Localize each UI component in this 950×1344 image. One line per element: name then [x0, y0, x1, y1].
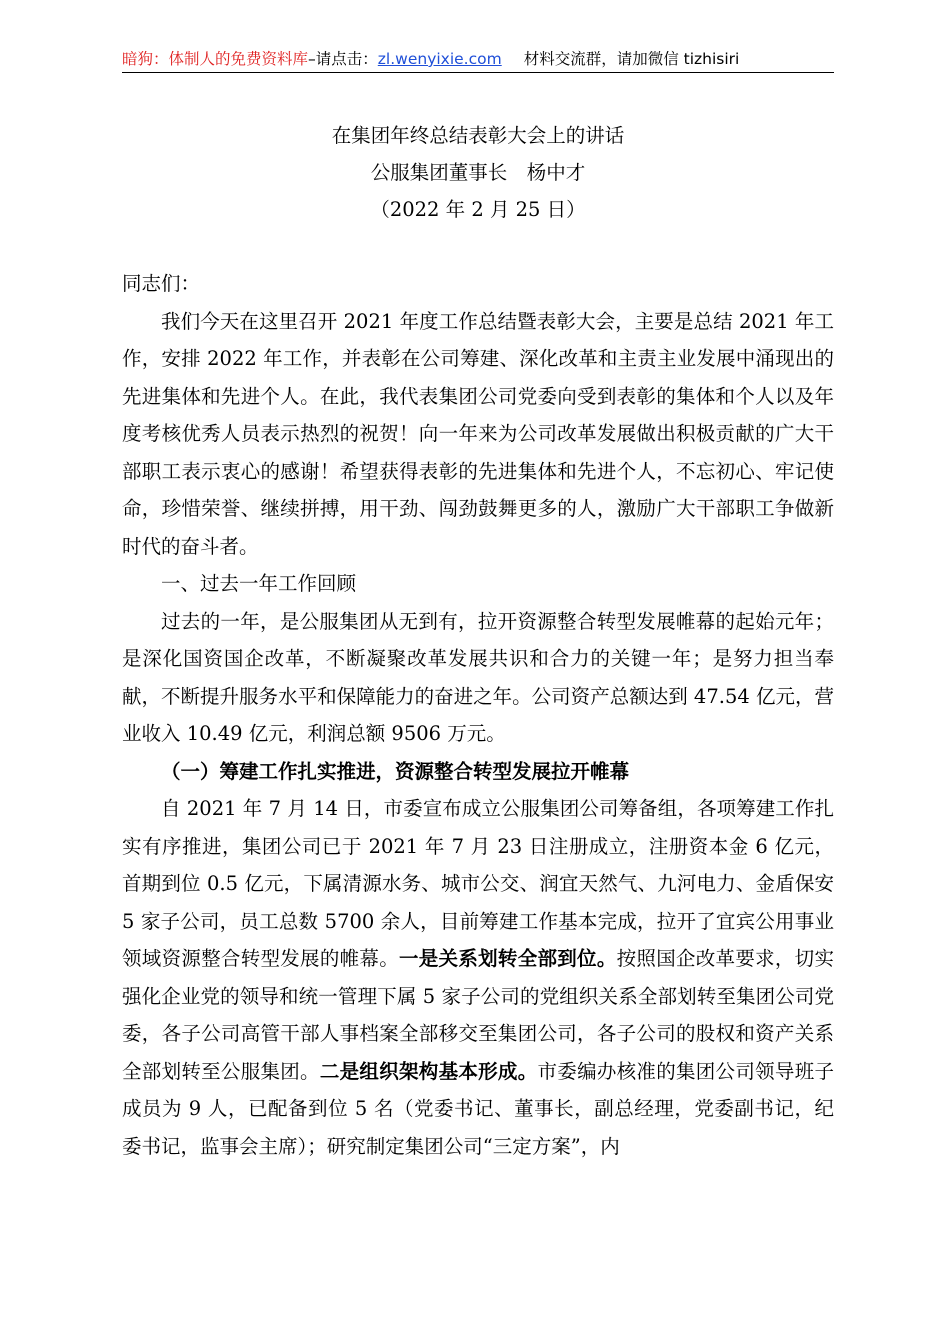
salutation: 同志们： — [122, 272, 201, 295]
point-two-label: 二是组织架构基本形成。 — [319, 1059, 538, 1083]
date-line: （2022 年 2 月 25 日） — [370, 198, 586, 221]
paragraph-text: 自 2021 年 7 月 14 日，市委宣布成立公服集团公司筹备组，各项筹建工作扎实有序推进，集团公司已于 2021 年 7 月 23 日注册成立，注册资本金 6 亿元，首期到位 0.5 亿元，下属清源水务、城市公交、润宜天然气、九河电力、金盾保安 5 家子公司，员工总数 5700 余人，目前筹建工作基本完成，拉开了宜宾公用事业领域资源整合转型发展的帷幕。 — [122, 797, 834, 970]
document-title: 在集团年终总结表彰大会上的讲话 — [331, 124, 625, 147]
header-banner — [122, 46, 834, 72]
body-paragraph — [122, 790, 834, 1165]
header-brand: 暗狗：体制人的免费资料库 — [122, 50, 309, 68]
point-one-text: 按照国企改革要求，切实强化企业党的领导和统一管理下属 5 家子公司的党组织关系全部划转至集团公司党委，各子公司高管干部人事档案全部移交至集团公司，各子公司的股权和资产关系全部划转至公服集团。 — [122, 947, 834, 1083]
point-two-text: 市委编办核准的集团公司领导班子成员为 9 人，已配备到位 5 名（党委书记、董事长，副总经理，党委副书记，纪委书记，监事会主席）；研究制定集团公司“三定方案”，内 — [122, 1059, 834, 1158]
subsection-heading: （一）筹建工作扎实推进，资源整合转型发展拉开帷幕 — [161, 759, 630, 783]
document-body — [122, 265, 834, 1165]
intro-paragraph: 我们今天在这里召开 2021 年度工作总结暨表彰大会，主要是总结 2021 年工作，安排 2022 年工作，并表彰在公司筹建、深化改革和主责主业发展中涌现出的先进集体和先进个人。在此，我代表集团公司党委向受到表彰的集体和个人以及年度考核优秀人员表示热烈的祝贺！向一年来为公司改革发展做出积极贡献的广大干部职工表示衷心的感谢！希望获得表彰的先进集体和先进个人，不忘初心、牢记使命，珍惜荣誉、继续拼搏，用干劲、闯劲鼓舞更多的人，激励广大干部职工争做新时代的奋斗者。 — [122, 309, 834, 558]
title-block — [122, 117, 834, 228]
header-divider — [122, 72, 834, 73]
point-one-label: 一是关系划转全部到位。 — [398, 947, 617, 970]
header-link[interactable]: zl.wenyixie.com — [377, 50, 502, 68]
review-paragraph: 过去的一年，是公服集团从无到有，拉开资源整合转型发展帷幕的起始元年；是深化国资国企改革，不断凝聚改革发展共识和合力的关键一年；是努力担当奉献，不断提升服务水平和保障能力的奋进之年。公司资产总额达到 47.54 亿元，营业收入 10.49 亿元，利润总额 9506 万元。 — [122, 609, 834, 745]
speaker-line: 公服集团董事长 杨中才 — [370, 161, 586, 184]
header-contact: 材料交流群，请加微信 tizhisiri — [523, 50, 740, 68]
header-prompt: –请点击： — [308, 50, 378, 68]
section-heading: 一、过去一年工作回顾 — [161, 572, 357, 595]
